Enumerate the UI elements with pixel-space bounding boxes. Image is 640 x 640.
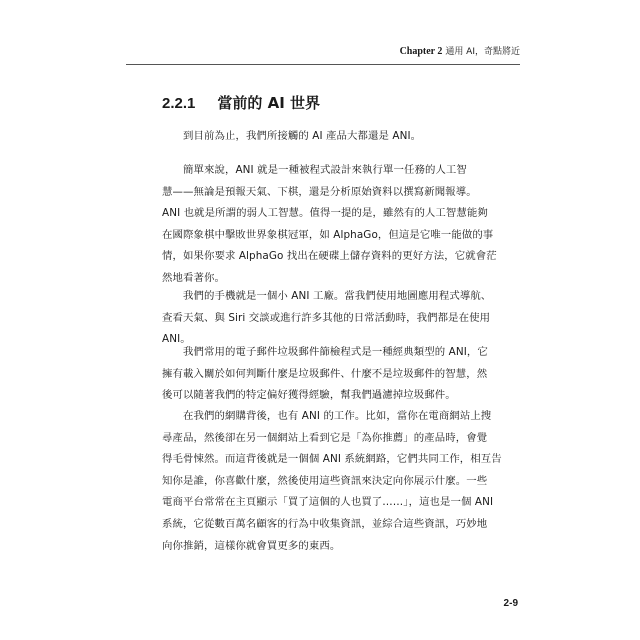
text-line: 情，如果你要求 AlphaGo 找出在硬碟上儲存資料的更好方法，它就會茫 — [162, 250, 497, 263]
running-header — [168, 40, 520, 64]
section-title: 當前的 AI 世界 — [217, 94, 321, 112]
paragraph-4 — [162, 342, 518, 407]
text-line: 系統，它從數百萬名顧客的行為中收集資訊，並綜合這些資訊，巧妙地 — [162, 517, 488, 530]
text-line: ANI。 — [162, 333, 191, 346]
text-line: ANI 也就是所謂的弱人工智慧。值得一提的是，雖然有的人工智慧能夠 — [162, 207, 488, 220]
section-number: 2.2.1 — [162, 95, 196, 112]
text-line: 在國際象棋中擊敗世界象棋冠軍，如 AlphaGo，但這是它唯一能做的事 — [162, 228, 494, 241]
chapter-label: Chapter 2 — [399, 46, 443, 57]
text-line: 擁有載入關於如何判斷什麼是垃圾郵件、什麼不是垃圾郵件的智慧，然 — [162, 367, 488, 380]
text-line: 得毛骨悚然。而這背後就是一個個 ANI 系統網路，它們共同工作，相互告 — [162, 453, 502, 466]
paragraph-5 — [162, 406, 518, 557]
text-line: 查看天氣、與 Siri 交談或進行許多其他的日常活動時，我們都是在使用 — [162, 311, 491, 324]
text-line: 到目前為止，我們所接觸的 AI 產品大都還是 ANI。 — [183, 130, 422, 142]
text-line: 然地看著你。 — [162, 271, 225, 284]
text-line: 知你是誰，你喜歡什麼，然後使用這些資訊來決定向你展示什麼。一些 — [162, 474, 488, 487]
section-heading — [162, 91, 522, 116]
chapter-title: 通用 AI，奇點將近 — [445, 47, 520, 57]
text-line: 尋產品，然後卻在另一個網站上看到它是「為你推薦」的產品時，會覺 — [162, 431, 488, 444]
text-line: 簡單來說，ANI 就是一種被程式設計來執行單一任務的人工智 — [183, 164, 467, 176]
text-line: 在我們的網購背後，也有 ANI 的工作。比如，當你在電商網站上搜 — [183, 410, 492, 422]
text-line: 慧——無論是預報天氣、下棋，還是分析原始資料以撰寫新聞報導。 — [162, 185, 477, 198]
text-line: 我們的手機就是一個小 ANI 工廠。當我們使用地圖應用程式導航、 — [183, 290, 492, 302]
text-line: 向你推銷，這樣你就會買更多的東西。 — [162, 539, 341, 552]
header-rule — [126, 64, 520, 65]
text-line: 我們常用的電子郵件垃圾郵件篩檢程式是一種經典類型的 ANI，它 — [183, 346, 488, 358]
text-line: 電商平台常常在主頁顯示「買了這個的人也買了……」，這也是一個 ANI — [162, 496, 494, 509]
paragraph-1 — [162, 126, 518, 148]
text-line: 後可以隨著我們的特定偏好獲得經驗，幫我們過濾掉垃圾郵件。 — [162, 389, 456, 402]
paragraph-2 — [162, 160, 518, 290]
page-number: 2-9 — [503, 598, 518, 609]
